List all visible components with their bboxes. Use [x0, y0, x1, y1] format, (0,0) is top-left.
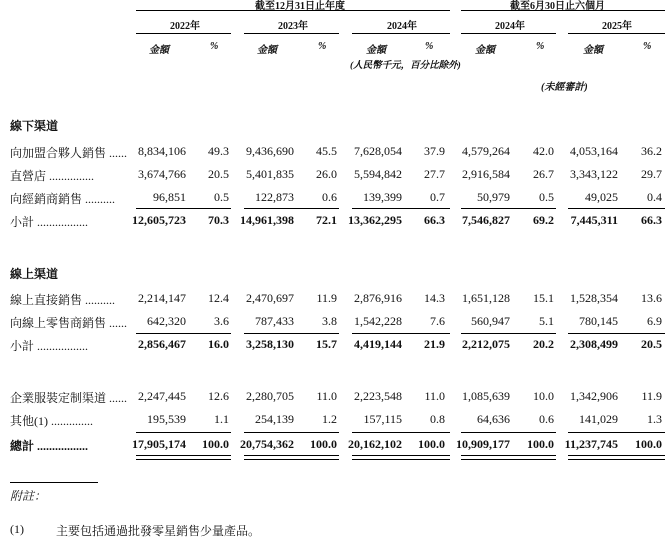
table-cell: 100.0	[202, 437, 229, 451]
table-cell: 560,947	[471, 314, 510, 328]
table-cell: 2,247,445	[138, 389, 186, 403]
table-cell: 66.3	[424, 213, 445, 227]
table-cell: 3,258,130	[246, 337, 294, 351]
table-cell: 2,876,916	[354, 291, 402, 305]
table-cell: 7.6	[430, 314, 445, 328]
note-1-marker: (1)	[10, 522, 24, 536]
table-cell: 29.7	[641, 167, 662, 181]
total-double-rule-2024-half	[461, 455, 556, 460]
table-cell: 2,308,499	[570, 337, 618, 351]
table-cell: 42.0	[533, 144, 554, 158]
table-cell: 0.4	[647, 190, 662, 204]
year-rule-2022	[136, 33, 231, 34]
table-cell: 26.7	[533, 167, 554, 181]
subtotal-rule-online-2025-half	[568, 333, 665, 334]
row-label-total: 總計 .................	[10, 439, 89, 453]
table-cell: 8,834,106	[138, 144, 186, 158]
table-cell: 12.4	[208, 291, 229, 305]
table-cell: 3,674,766	[138, 167, 186, 181]
year-2024-half: 2024年	[495, 21, 525, 32]
table-cell: 12.6	[208, 389, 229, 403]
year-2023: 2023年	[278, 21, 308, 32]
table-cell: 26.0	[316, 167, 337, 181]
unaudited-note: (未經審計)	[541, 82, 588, 93]
total-rule-2025-half	[568, 432, 665, 433]
table-cell: 5.1	[539, 314, 554, 328]
table-cell: 2,223,548	[354, 389, 402, 403]
table-cell: 5,594,842	[354, 167, 402, 181]
table-cell: 13,362,295	[348, 213, 402, 227]
table-cell: 7,546,827	[462, 213, 510, 227]
header-annual-group: 截至12月31日止年度	[255, 1, 345, 12]
year-2025-half: 2025年	[602, 21, 632, 32]
pct-header-2024: %	[425, 41, 434, 52]
table-cell: 5,401,835	[246, 167, 294, 181]
subtotal-rule-online-2023	[244, 333, 339, 334]
table-cell: 0.7	[430, 190, 445, 204]
table-cell: 100.0	[527, 437, 554, 451]
table-cell: 9,436,690	[246, 144, 294, 158]
notes-title: 附註：	[10, 489, 47, 503]
amount-header-2024-half: 金額	[475, 45, 495, 56]
note-1-text: 主要包括通過批發零星銷售少量產品。	[56, 524, 261, 538]
table-cell: 36.2	[641, 144, 662, 158]
table-cell: 20.2	[533, 337, 554, 351]
table-cell: 139,399	[363, 190, 402, 204]
table-cell: 11.0	[424, 389, 445, 403]
table-cell: 1,085,639	[462, 389, 510, 403]
table-cell: 642,320	[147, 314, 186, 328]
table-cell: 2,214,147	[138, 291, 186, 305]
year-rule-2024	[352, 33, 450, 34]
table-cell: 1,542,228	[354, 314, 402, 328]
total-rule-2024-half	[461, 432, 556, 433]
table-cell: 45.5	[316, 144, 337, 158]
table-cell: 6.9	[647, 314, 662, 328]
row-label-direct-stores: 直營店 ...............	[10, 169, 95, 183]
table-cell: 0.6	[322, 190, 337, 204]
amount-header-2025-half: 金額	[583, 45, 603, 56]
table-cell: 37.9	[424, 144, 445, 158]
pct-header-2023: %	[318, 41, 327, 52]
table-cell: 20,162,102	[348, 437, 402, 451]
section-online: 線上渠道	[10, 267, 59, 281]
year-rule-2024-half	[461, 33, 556, 34]
subtotal-rule-offline-2025-half	[568, 208, 665, 209]
table-cell: 15.1	[533, 291, 554, 305]
subtotal-rule-offline-2024-half	[461, 208, 556, 209]
subtotal-rule-online-2024	[352, 333, 450, 334]
table-cell: 1.3	[647, 412, 662, 426]
total-rule-2022	[136, 432, 231, 433]
header-annual-rule	[136, 10, 450, 11]
amount-header-2024: 金額	[366, 45, 386, 56]
table-cell: 100.0	[310, 437, 337, 451]
table-cell: 17,905,174	[132, 437, 186, 451]
table-cell: 0.5	[214, 190, 229, 204]
table-cell: 1,528,354	[570, 291, 618, 305]
table-cell: 50,979	[477, 190, 510, 204]
table-cell: 49.3	[208, 144, 229, 158]
header-half-group: 截至6月30日止六個月	[510, 1, 605, 12]
amount-header-2023: 金額	[257, 45, 277, 56]
table-cell: 195,539	[147, 412, 186, 426]
table-cell: 2,470,697	[246, 291, 294, 305]
pct-header-2025-half: %	[643, 41, 652, 52]
footnote-rule	[10, 482, 98, 483]
total-double-rule-2024	[352, 455, 450, 460]
table-cell: 3.8	[322, 314, 337, 328]
table-cell: 3.6	[214, 314, 229, 328]
table-cell: 15.7	[316, 337, 337, 351]
table-cell: 72.1	[316, 213, 337, 227]
table-cell: 1,342,906	[570, 389, 618, 403]
table-cell: 69.2	[533, 213, 554, 227]
table-cell: 66.3	[641, 213, 662, 227]
table-cell: 11.9	[641, 389, 662, 403]
row-label-online-retailers: 向線上零售商銷售 ......	[10, 316, 128, 330]
table-cell: 96,851	[153, 190, 186, 204]
table-cell: 2,280,705	[246, 389, 294, 403]
table-cell: 254,139	[255, 412, 294, 426]
total-double-rule-2025-half	[568, 455, 665, 460]
table-cell: 20,754,362	[240, 437, 294, 451]
unit-note: (人民幣千元，百分比除外)	[350, 61, 461, 71]
table-cell: 27.7	[424, 167, 445, 181]
year-rule-2025-half	[568, 33, 665, 34]
table-cell: 1.1	[214, 412, 229, 426]
table-cell: 0.8	[430, 412, 445, 426]
total-rule-2023	[244, 432, 339, 433]
pct-header-2024-half: %	[536, 41, 545, 52]
row-label-others: 其他(1) ..............	[10, 414, 93, 428]
table-cell: 787,433	[255, 314, 294, 328]
section-offline: 線下渠道	[10, 119, 59, 133]
year-rule-2023	[244, 33, 339, 34]
table-cell: 0.5	[539, 190, 554, 204]
table-cell: 7,628,054	[354, 144, 402, 158]
table-cell: 10.0	[533, 389, 554, 403]
subtotal-rule-offline-2022	[136, 208, 231, 209]
table-cell: 780,145	[579, 314, 618, 328]
table-cell: 12,605,723	[132, 213, 186, 227]
table-cell: 16.0	[208, 337, 229, 351]
table-cell: 20.5	[641, 337, 662, 351]
row-label-distributors: 向經銷商銷售 ..........	[10, 192, 116, 206]
table-cell: 14.3	[424, 291, 445, 305]
table-cell: 64,636	[477, 412, 510, 426]
row-label-corporate-uniform: 企業服裝定制渠道 ......	[10, 391, 128, 405]
row-label-franchise: 向加盟合夥人銷售 ......	[10, 146, 128, 160]
table-cell: 20.5	[208, 167, 229, 181]
total-double-rule-2022	[136, 455, 231, 460]
row-label-online-subtotal: 小計 .................	[10, 339, 89, 353]
table-cell: 13.6	[641, 291, 662, 305]
table-cell: 21.9	[424, 337, 445, 351]
table-cell: 157,115	[363, 412, 402, 426]
table-cell: 100.0	[635, 437, 662, 451]
year-2022: 2022年	[170, 21, 200, 32]
table-cell: 10,909,177	[456, 437, 510, 451]
row-label-offline-subtotal: 小計 .................	[10, 215, 89, 229]
table-cell: 14,961,398	[240, 213, 294, 227]
table-cell: 122,873	[255, 190, 294, 204]
table-cell: 2,916,584	[462, 167, 510, 181]
table-cell: 4,419,144	[354, 337, 402, 351]
table-cell: 7,445,311	[570, 213, 618, 227]
total-double-rule-2023	[244, 455, 339, 460]
table-cell: 70.3	[208, 213, 229, 227]
table-cell: 3,343,122	[570, 167, 618, 181]
table-cell: 1.2	[322, 412, 337, 426]
table-cell: 4,053,164	[570, 144, 618, 158]
row-label-online-direct: 線上直接銷售 ..........	[10, 293, 116, 307]
table-cell: 100.0	[418, 437, 445, 451]
year-2024: 2024年	[387, 21, 417, 32]
subtotal-rule-offline-2024	[352, 208, 450, 209]
table-cell: 11,237,745	[564, 437, 618, 451]
subtotal-rule-offline-2023	[244, 208, 339, 209]
subtotal-rule-online-2022	[136, 333, 231, 334]
amount-header-2022: 金額	[149, 45, 169, 56]
table-cell: 11.0	[316, 389, 337, 403]
table-cell: 2,212,075	[462, 337, 510, 351]
total-rule-2024	[352, 432, 450, 433]
table-cell: 141,029	[579, 412, 618, 426]
table-cell: 1,651,128	[462, 291, 510, 305]
table-cell: 11.9	[316, 291, 337, 305]
table-cell: 4,579,264	[462, 144, 510, 158]
subtotal-rule-online-2024-half	[461, 333, 556, 334]
table-cell: 49,025	[585, 190, 618, 204]
table-cell: 0.6	[539, 412, 554, 426]
pct-header-2022: %	[210, 41, 219, 52]
header-half-rule	[461, 10, 665, 11]
table-cell: 2,856,467	[138, 337, 186, 351]
